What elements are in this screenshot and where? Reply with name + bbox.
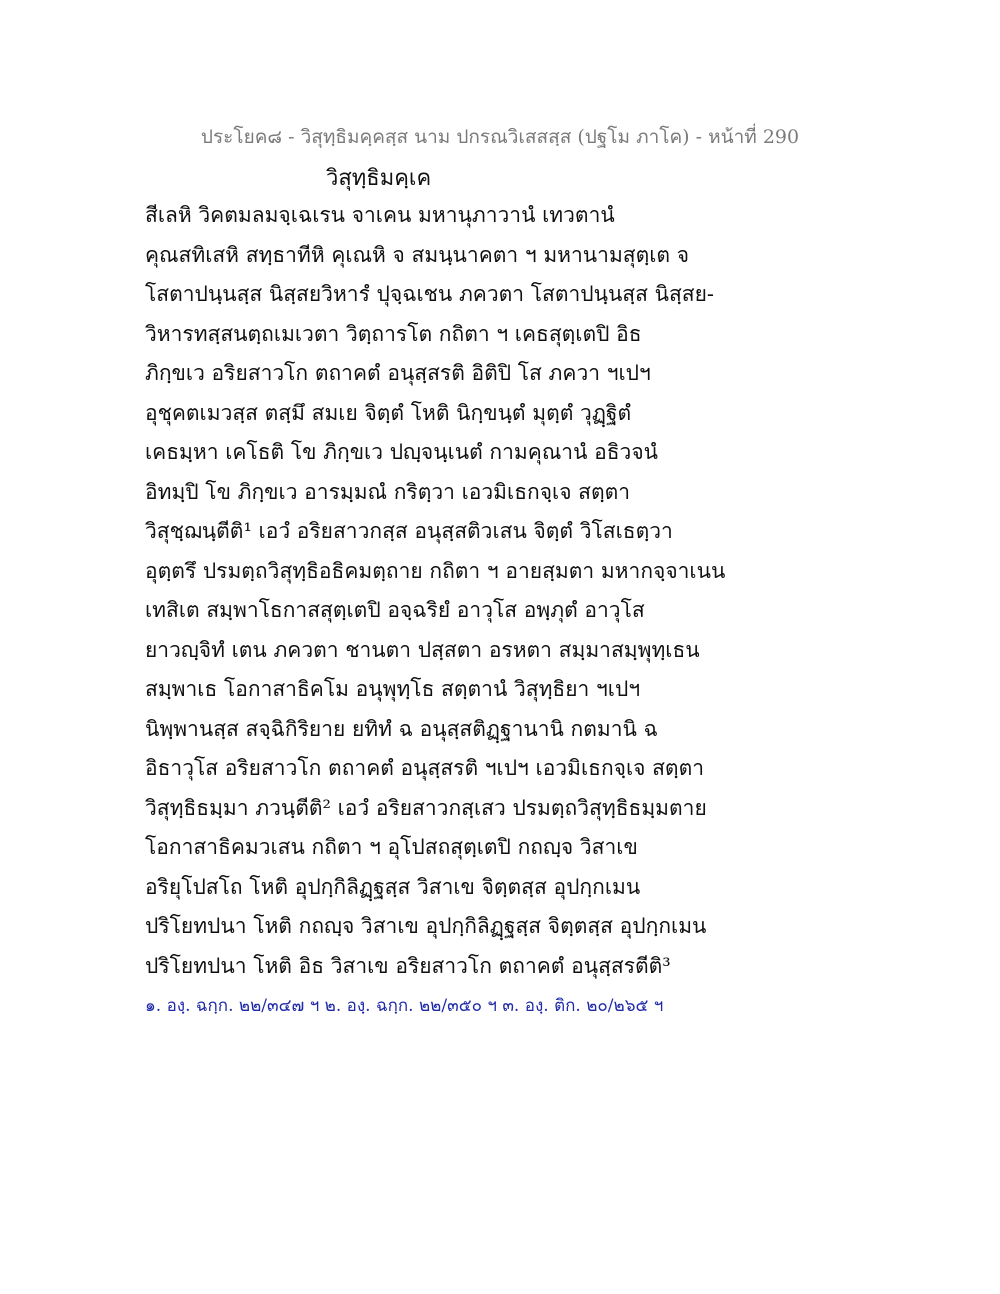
body-line: วิหารทสฺสนตฺถเมเวตา วิตฺถารโต กถิตา ฯ เคธสุตฺเตปิ อิธ	[145, 321, 642, 346]
body-line: ภิกฺขเว อริยสาวโก ตถาคตํ อนุสฺสรติ อิติปิ โส ภควา ฯเปฯ	[145, 361, 651, 385]
body-line: อิทมฺปิ โข ภิกฺขเว อารมฺมณํ กริตฺวา เอวมิเธกจฺเจ สตฺตา	[145, 479, 631, 504]
body-line: เคธมฺหา เคโธติ โข ภิกฺขเว ปญฺจนฺเนตํ กามคุณานํ อธิวจนํ	[145, 440, 659, 464]
body-line: อุชุคตเมวสฺส ตสฺมึ สมเย จิตฺตํ โหติ นิกฺขนฺตํ มุตฺตํ วุฏฺฐิตํ	[145, 400, 632, 425]
body-line: วิสุชฺฌนฺตีติ¹ เอวํ อริยสาวกสฺส อนุสฺสติวเสน จิตฺตํ วิโสเธตฺวา	[145, 519, 673, 543]
body-line: เทสิเต สมฺพาโธกาสสุตฺเตปิ อจฺฉริยํ อาวุโส อพฺภุตํ อาวุโส	[145, 598, 645, 622]
body-line: สีเลหิ วิคตมลมจฺเฉเรน จาเคน มหานุภาวานํ เทวตานํ	[145, 203, 615, 227]
body-line: นิพฺพานสฺส สจฺฉิกิริยาย ยทิทํ ฉ อนุสฺสติฏฺฐานานิ กตมานิ ฉ	[145, 716, 658, 741]
body-line: ยาวญฺจิทํ เตน ภควตา ชานตา ปสฺสตา อรหตา สมฺมาสมฺพุทฺเธน	[145, 637, 700, 662]
body-line: อริยุโปสโถ โหติ อุปกฺกิลิฏฺฐสฺส วิสาเข จิตฺตสฺส อุปกฺกเมน	[145, 874, 641, 899]
running-header: ประโยค๘ - วิสุทฺธิมคฺคสฺส นาม ปกรณวิเสสสฺส (ปฐโม ภาโค) - หน้าที่ 290	[200, 126, 800, 148]
body-line: วิสุทฺธิธมฺมา ภวนฺตีติ² เอวํ อริยสาวกสฺเสว ปรมตฺถวิสุทฺธิธมฺมตาย	[145, 795, 707, 820]
section-title: วิสุทฺธิมคฺเค	[326, 166, 432, 191]
body-line: โสตาปนฺนสฺส นิสฺสยวิหารํ ปุจฺฉเชน ภควตา โสตาปนฺนสฺส นิสฺสย-	[145, 282, 715, 306]
footnote-references: ๑. องฺ. ฉกฺก. ๒๒/๓๔๗ ฯ ๒. องฺ. ฉกฺก. ๒๒/๓๕๐ ฯ ๓. องฺ. ติก. ๒๐/๒๖๕ ฯ	[145, 996, 664, 1016]
body-line: อุตฺตรึ ปรมตฺถวิสุทฺธิอธิคมตฺถาย กถิตา ฯ อายสฺมตา มหากจฺจาเนน	[145, 558, 726, 583]
body-line: สมฺพาเธ โอกาสาธิคโม อนุพุทฺโธ สตฺตานํ วิสุทฺธิยา ฯเปฯ	[145, 677, 641, 701]
body-line: โอกาสาธิคมวเสน กถิตา ฯ อุโปสถสุตฺเตปิ กถญฺจ วิสาเข	[145, 835, 638, 859]
body-text	[145, 199, 845, 989]
body-line: อิธาวุโส อริยสาวโก ตถาคตํ อนุสฺสรติ ฯเปฯ เอวมิเธกจฺเจ สตฺตา	[145, 756, 705, 780]
body-line: ปริโยทปนา โหติ กถญฺจ วิสาเข อุปกฺกิลิฏฺฐสฺส จิตฺตสฺส อุปกฺกเมน	[145, 914, 707, 938]
body-line: ปริโยทปนา โหติ อิธ วิสาเข อริยสาวโก ตถาคตํ อนุสฺสรตีติ³	[145, 953, 671, 978]
body-line: คุณสทิเสหิ สทฺธาทีหิ คุเณหิ จ สมนฺนาคตา ฯ มหานามสุตฺเต จ	[145, 242, 690, 267]
